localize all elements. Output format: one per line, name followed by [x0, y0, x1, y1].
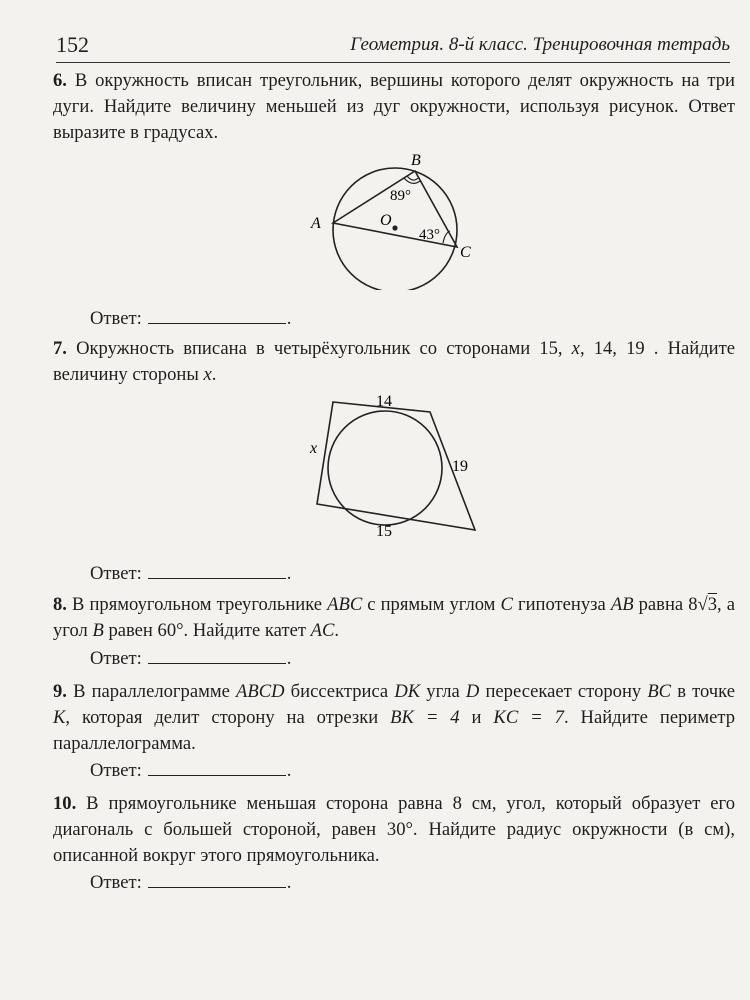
angle-c-value: 43° [419, 227, 440, 243]
answer-label: Ответ: [90, 648, 142, 669]
triangle-abc: ABC [327, 594, 363, 615]
answer-8 [90, 645, 291, 670]
text: и [459, 707, 494, 728]
answer-end: . [286, 308, 292, 329]
vertex-b: B [92, 620, 104, 641]
bisector-dk: DK [394, 681, 421, 702]
problem-number: 6. [53, 70, 67, 91]
text: пересекает сторону [479, 681, 648, 702]
label-a: A [311, 215, 321, 232]
problem-number: 9. [53, 681, 67, 702]
text: угла [420, 681, 466, 702]
text: . [334, 620, 340, 641]
segment-kc: KC = 7 [493, 707, 564, 728]
running-title: Геометрия. 8-й класс. Тренировочная тетрадь [350, 34, 730, 55]
text: . Найдите периметр параллелограмма. [53, 707, 735, 754]
var-x: x [571, 338, 580, 359]
text: биссектриса [284, 681, 395, 702]
side-bc: BC [647, 681, 672, 702]
answer-field[interactable] [148, 869, 286, 888]
answer-end: . [286, 563, 292, 584]
answer-label: Ответ: [90, 563, 142, 584]
figure-circumscribed-quadrilateral [300, 390, 500, 545]
answer-7 [90, 560, 291, 585]
problem-9 [53, 679, 735, 757]
segment-bk: BK = 4 [390, 707, 460, 728]
text: равен 60°. Найдите катет [103, 620, 311, 641]
text: гипотенуза [512, 594, 611, 615]
page-number: 152 [56, 32, 89, 57]
problem-10 [53, 791, 735, 869]
center-point [392, 225, 397, 230]
answer-6 [90, 305, 291, 330]
label-b: B [411, 152, 421, 169]
angle-b-value: 89° [390, 188, 411, 204]
point-k: K [53, 707, 66, 728]
answer-end: . [286, 760, 292, 781]
vertex-d: D [465, 681, 480, 702]
radicand: 3 [707, 594, 718, 615]
answer-field[interactable] [148, 645, 286, 664]
problem-number: 7. [53, 338, 67, 359]
answer-field[interactable] [148, 305, 286, 324]
side-bottom-label: 15 [376, 523, 392, 540]
problem-text-1: Окружность вписана в четырёхугольник со сторонами 15, [76, 338, 572, 359]
label-c: C [460, 244, 471, 261]
problem-6 [53, 68, 735, 146]
text: равна 8 [633, 594, 698, 615]
side-left-label: x [310, 440, 318, 457]
hypotenuse-ab: AB [610, 594, 634, 615]
text: В параллелограмме [73, 681, 236, 702]
answer-field[interactable] [148, 560, 286, 579]
text: , а угол [53, 594, 735, 641]
problem-text: В прямоугольнике меньшая сторона равна 8 см, угол, который образует его диагональ с большей стороной, равен 30°. Найдите радиус окружности (в см), описанной вокруг этого прямоугольника. [53, 793, 736, 866]
label-o: O [380, 212, 392, 229]
answer-label: Ответ: [90, 872, 142, 893]
problem-7 [53, 336, 735, 388]
problem-8 [53, 592, 735, 644]
text: в точке [671, 681, 735, 702]
answer-10 [90, 869, 291, 894]
header-divider [56, 62, 730, 63]
side-top-label: 14 [376, 393, 392, 410]
inscribed-circle [328, 411, 442, 525]
answer-end: . [286, 872, 292, 893]
problem-text-3: . [211, 364, 217, 385]
answer-end: . [286, 648, 292, 669]
answer-label: Ответ: [90, 308, 142, 329]
problem-text-2: , 14, 19 . Найдите величину стороны [53, 338, 736, 385]
problem-number: 8. [53, 594, 67, 615]
parallelogram-abcd: ABCD [236, 681, 285, 702]
sqrt-sign: √ [697, 594, 708, 615]
problem-number: 10. [53, 793, 77, 814]
problem-text: В окружность вписан треугольник, вершины которого делят окружность на три дуги. Найдите величину меньшей из дуг окружности, используя рисунок. Ответ выразите в градусах. [53, 70, 735, 143]
text: В прямоугольном треугольнике [72, 594, 328, 615]
leg-ac: AC [310, 620, 335, 641]
page-header [56, 30, 730, 62]
text: с прямым углом [362, 594, 501, 615]
text: , которая делит сторону на отрезки [65, 707, 391, 728]
answer-label: Ответ: [90, 760, 142, 781]
answer-field[interactable] [148, 757, 286, 776]
vertex-c: C [500, 594, 513, 615]
angle-b-arc [407, 176, 418, 180]
answer-9 [90, 757, 291, 782]
figure-inscribed-triangle [300, 150, 500, 290]
var-x: x [203, 364, 212, 385]
side-right-label: 19 [452, 458, 468, 475]
